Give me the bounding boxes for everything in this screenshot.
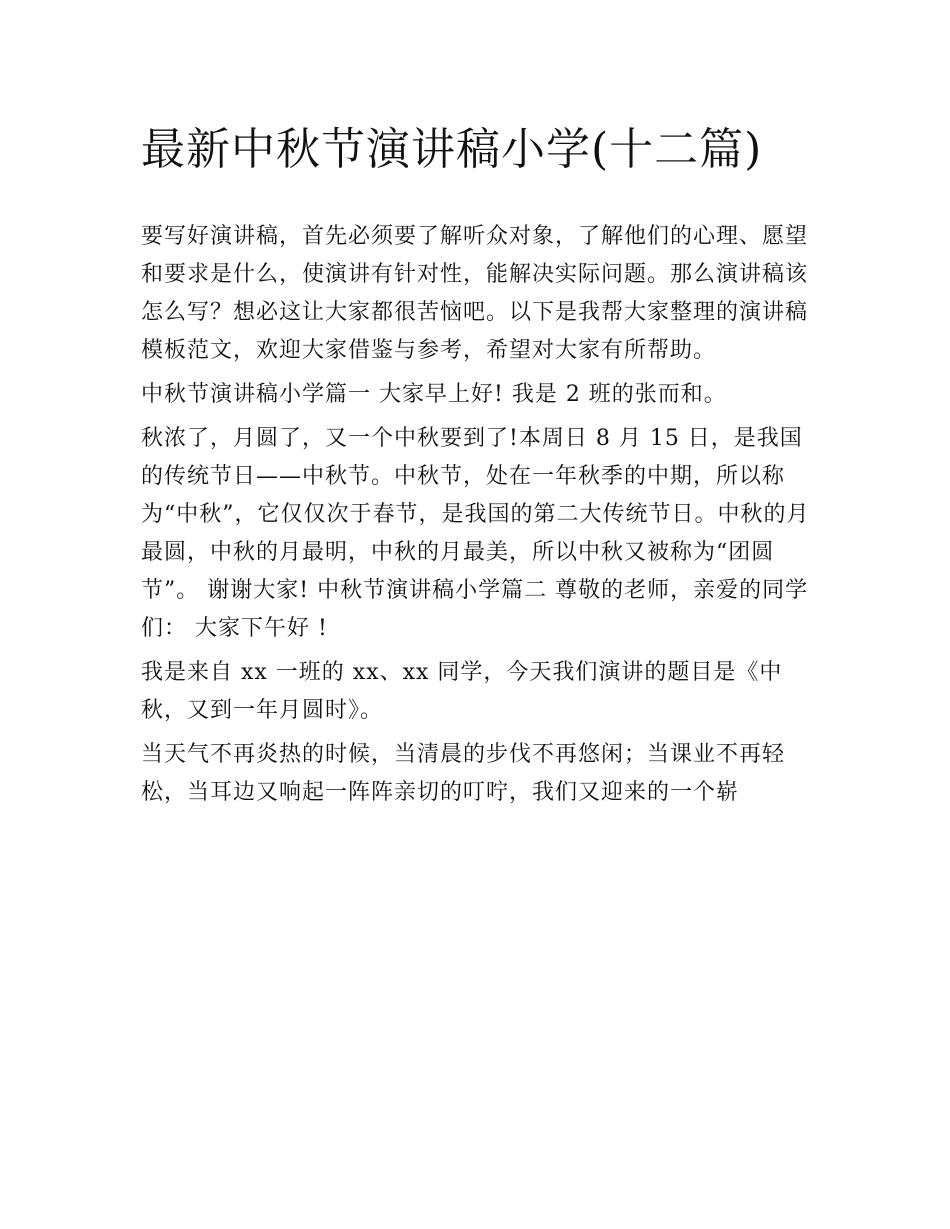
document-page — [141, 112, 816, 818]
paragraph-speech-two-intro: 我是来自 xx 一班的 xx、xx 同学，今天我们演讲的题目是《中秋，又到一年月圆时》。 — [141, 660, 783, 723]
paragraph-speech-two-body: 当天气不再炎热的时候，当清晨的步伐不再悠闲；当课业不再轻松，当耳边又响起一阵阵亲切的叮咛，我们又迎来的一个崭 — [141, 742, 786, 805]
paragraph-intro: 要写好演讲稿，首先必须要了解听众对象，了解他们的心理、愿望和要求是什么，使演讲有针对性，能解决实际问题。那么演讲稿该怎么写？想必这让大家都很苦恼吧。以下是我帮大家整理的演讲稿模板范文，欢迎大家借鉴与参考，希望对大家有所帮助。 — [141, 224, 809, 363]
paragraph-speech-one-body: 秋浓了，月圆了，又一个中秋要到了!本周日 8 月 15 日，是我国的传统节日——中秋节。中秋节，处在一年秋季的中期，所以称为“中秋”，它仅仅次于春节，是我国的第二大传统节日。中秋的月最圆，中秋的月最明，中秋的月最美，所以中秋又被称为“团圆节”。 谢谢大家! 中秋节演讲稿小学篇二 尊敬的老师，亲爱的同学们： 大家下午好 ! — [141, 426, 810, 641]
paragraph-speech-one-opening: 中秋节演讲稿小学篇一 大家早上好! 我是 2 班的张而和。 — [141, 382, 727, 407]
document-title: 最新中秋节演讲稿小学(十二篇) — [141, 124, 763, 175]
